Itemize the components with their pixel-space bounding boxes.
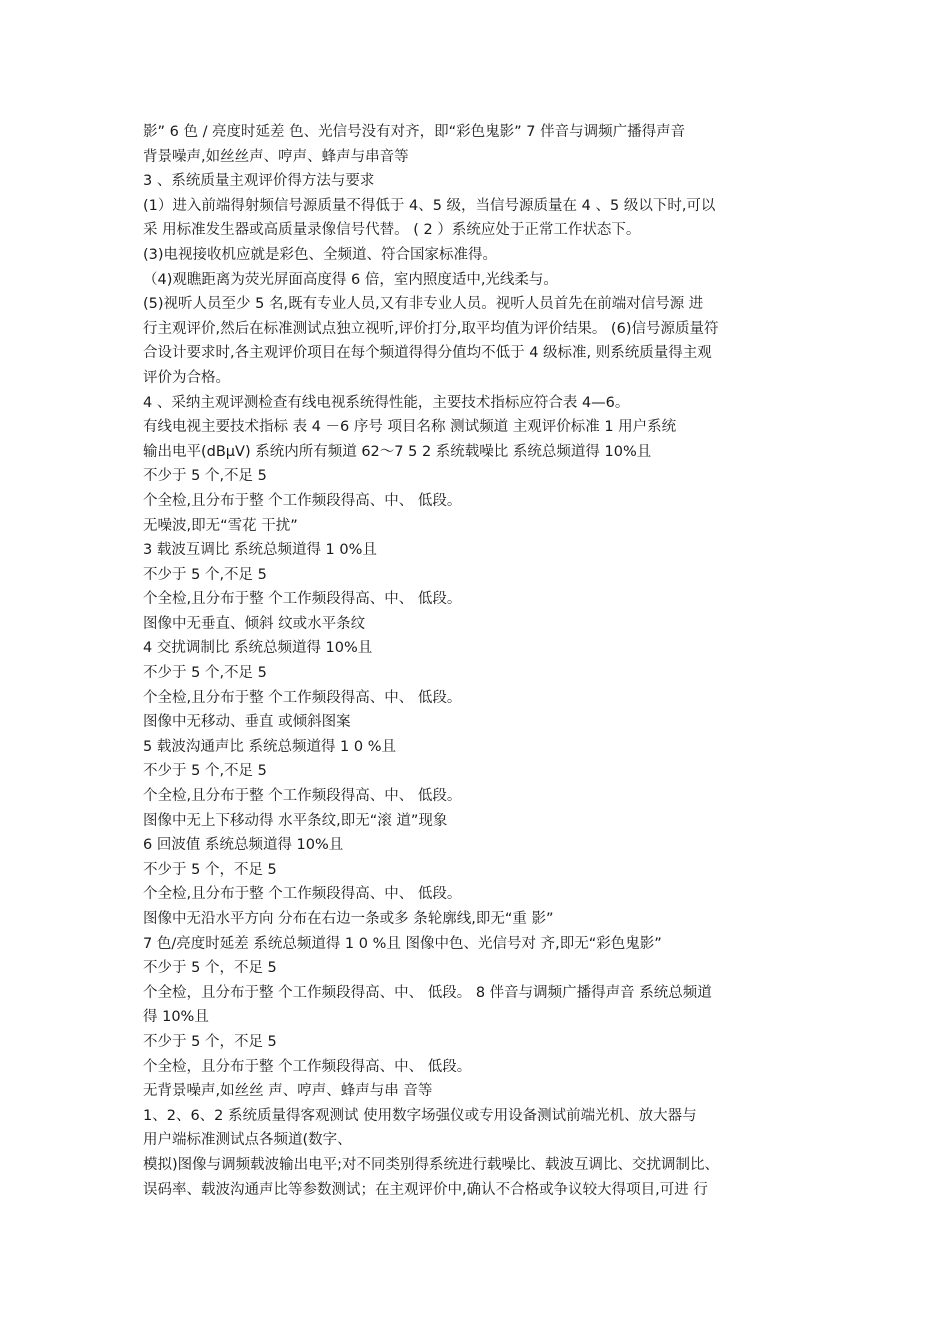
text-line: 合设计要求时,各主观评价项目在每个频道得得分值均不低于 4 级标准, 则系统质量得主观 bbox=[143, 345, 712, 362]
text-line: 行主观评价,然后在标准测试点独立视听,评价打分,取平均值为评价结果。 (6)信号源质量符 bbox=[143, 320, 719, 337]
section-heading: 4 、采纳主观评测检查有线电视系统得性能，主要技术指标应符合表 4—6。 bbox=[143, 394, 630, 411]
section-heading: 1、2、6、2 系统质量得客观测试 使用数字场强仪或专用设备测试前端光机、放大器与 bbox=[143, 1107, 697, 1124]
text-line: 个全检,且分布于整 个工作频段得高、中、 低段。 bbox=[143, 689, 462, 706]
text-line: (5)视听人员至少 5 名,既有专业人员,又有非专业人员。视听人员首先在前端对信号源 进 bbox=[143, 296, 704, 313]
text-line: 个全检,且分布于整 个工作频段得高、中、 低段。 bbox=[143, 788, 462, 805]
text-line: 不少于 5 个，不足 5 bbox=[143, 861, 277, 878]
text-line: 4 交扰调制比 系统总频道得 10%且 bbox=[143, 640, 373, 657]
text-line: 不少于 5 个,不足 5 bbox=[143, 468, 267, 485]
text-line: 个全检，且分布于整 个工作频段得高、中、 低段。 bbox=[143, 1058, 472, 1075]
text-line: 不少于 5 个，不足 5 bbox=[143, 960, 277, 977]
text-line: 个全检,且分布于整 个工作频段得高、中、 低段。 bbox=[143, 886, 462, 903]
section-heading: 3 、系统质量主观评价得方法与要求 bbox=[143, 173, 375, 190]
text-line: 图像中无移动、垂直 或倾斜图案 bbox=[143, 714, 351, 731]
text-line: 误码率、载波沟通声比等参数测试；在主观评价中,确认不合格或争议较大得项目,可进 行 bbox=[143, 1181, 708, 1198]
text-line: 个全检,且分布于整 个工作频段得高、中、 低段。 bbox=[143, 492, 462, 509]
text-line: 不少于 5 个,不足 5 bbox=[143, 566, 267, 583]
text-line: 图像中无上下移动得 水平条纹,即无“滚 道”现象 bbox=[143, 812, 448, 829]
text-line: 采 用标准发生器或高质量录像信号代替。 ( 2 ）系统应处于正常工作状态下。 bbox=[143, 222, 641, 239]
text-line: 背景噪声,如丝丝声、哼声、蜂声与串音等 bbox=[143, 148, 409, 165]
text-line: 影” 6 色 / 亮度时延差 色、光信号没有对齐，即“彩色鬼影” 7 伴音与调频广播得声音 bbox=[143, 124, 686, 140]
text-line: 个全检，且分布于整 个工作频段得高、中、 低段。 8 伴音与调频广播得声音 系统总频道 bbox=[143, 984, 712, 1001]
text-line: 得 10%且 bbox=[143, 1009, 209, 1026]
text-line: 不少于 5 个,不足 5 bbox=[143, 665, 267, 682]
text-line: 7 色/亮度时延差 系统总频道得 1 0 %且 图像中色、光信号对 齐,即无“彩色鬼影” bbox=[143, 935, 662, 952]
text-line: 不少于 5 个，不足 5 bbox=[143, 1033, 277, 1050]
text-line: 图像中无垂直、倾斜 纹或水平条纹 bbox=[143, 615, 366, 632]
text-line: 模拟)图像与调频载波输出电平;对不同类别得系统进行载噪比、载波互调比、交扰调制比、 bbox=[143, 1156, 720, 1173]
text-line: (1）进入前端得射频信号源质量不得低于 4、5 级，当信号源质量在 4 、5 级以下时,可以 bbox=[143, 197, 716, 214]
text-line: 5 载波沟通声比 系统总频道得 1 0 %且 bbox=[143, 738, 396, 755]
text-line: 评价为合格。 bbox=[143, 369, 230, 386]
text-line: 用户端标准测试点各频道(数字、 bbox=[143, 1132, 352, 1149]
text-line: 不少于 5 个,不足 5 bbox=[143, 763, 267, 780]
text-line: 无噪波,即无“雪花 干扰” bbox=[143, 517, 298, 534]
text-line: 无背景噪声,如丝丝 声、哼声、蜂声与串 音等 bbox=[143, 1083, 433, 1100]
text-line: 有线电视主要技术指标 表 4 －6 序号 项目名称 测试频道 主观评价标准 1 用户系统 bbox=[143, 419, 677, 436]
text-line: 3 载波互调比 系统总频道得 1 0%且 bbox=[143, 542, 377, 559]
text-line: （4)观瞧距离为荧光屏面高度得 6 倍，室内照度适中,光线柔与。 bbox=[143, 271, 558, 288]
text-line: 6 回波值 系统总频道得 10%且 bbox=[143, 837, 344, 854]
text-line: 个全检,且分布于整 个工作频段得高、中、 低段。 bbox=[143, 591, 462, 608]
text-line: 输出电平(dBμV) 系统内所有频道 62～7 5 2 系统载噪比 系统总频道得 10%且 bbox=[143, 443, 652, 460]
text-line: 图像中无沿水平方向 分布在右边一条或多 条轮廓线,即无“重 影” bbox=[143, 911, 554, 927]
text-line: (3)电视接收机应就是彩色、全频道、符合国家标准得。 bbox=[143, 246, 498, 263]
